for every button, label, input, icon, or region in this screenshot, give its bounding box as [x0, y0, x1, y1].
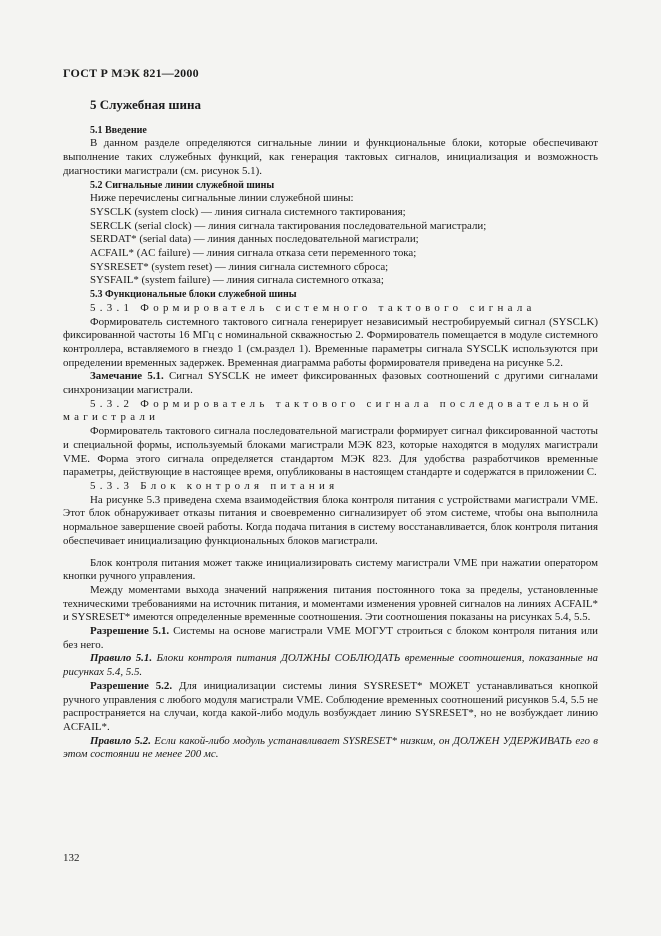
signal-line: ACFAIL* (AC failure) — линия сигнала отказа сети переменного тока;: [90, 247, 417, 260]
permission-label: Разрешение 5.2.: [90, 679, 173, 692]
heading-5-1: 5.1 Введение: [90, 124, 147, 136]
permission-text: Для инициализации системы линия SYSRESET* МОЖЕТ устанавливаться кнопкой ручного управления с любого модуля магистрали VME. Соблюдение временных соотношений рисунков 5.4, 5.5 не распространяется на случаи, когда какой-либо модуль возбуждает линию SYSRESET*, но не возбуждает линию ACFAIL*.: [63, 679, 598, 733]
permission-5-2: [63, 680, 598, 735]
permission-label: Разрешение 5.1.: [90, 625, 170, 638]
rule-5-1: [63, 652, 598, 679]
signal-line: SYSCLK (system clock) — линия сигнала системного тактирования;: [90, 205, 406, 218]
paragraph-5-1: В данном разделе определяются сигнальные линии и функциональные блоки, которые обеспечивают выполнение таких служебных функций, как генерация тактовых сигналов, инициализация и возможность диагностики магистрали (см. рисунок 5.1).: [63, 137, 598, 177]
signal-line: SYSRESET* (system reset) — линия сигнала системного сброса;: [90, 260, 389, 273]
permission-5-1: [63, 625, 598, 652]
heading-5-3: 5.3 Функциональные блоки служебной шины: [90, 289, 297, 301]
signal-lines-intro: Ниже перечислены сигнальные линии служебной шины:: [90, 192, 354, 205]
signal-line: SERCLK (serial clock) — линия сигнала тактирования последовательной магистрали;: [90, 219, 487, 232]
section-title: 5 Служебная шина: [90, 97, 202, 112]
signal-line: SERDAT* (serial data) — линия данных последовательной магистрали;: [90, 233, 419, 246]
heading-5-2: 5.2 Сигнальные линии служебной шины: [90, 179, 275, 191]
rule-text: Блоки контроля питания ДОЛЖНЫ СОБЛЮДАТЬ временные соотношения, показанные на рисунках 5.4, 5.5.: [63, 652, 598, 679]
paragraph-5-3-3c: Между моментами выхода значений напряжения питания постоянного тока за пределы, установленные техническими требованиями на источник питания, и моментами изменения уровней сигналов на линиях ACFAIL* и SYSRESET* имеются определенные временные соотношения. Эти соотношения показаны на рисунках 5.4, 5.5.: [63, 583, 598, 624]
standard-header: ГОСТ Р МЭК 821—2000: [63, 66, 199, 80]
heading-5-3-2: 5.3.2 Формирователь тактового сигнала последовательной магистрали: [63, 397, 593, 424]
rule-text: Если какой-либо модуль устанавливает SYSRESET* низким, он ДОЛЖЕН УДЕРЖИВАТЬ его в этом состоянии не менее 200 мс.: [63, 734, 598, 761]
signal-line: SYSFAIL* (system failure) — линия сигнала системного отказа;: [90, 274, 384, 287]
paragraph-gap: [63, 549, 598, 557]
note-text: Сигнал SYSCLK не имеет фиксированных фазовых соотношений с другими сигналами синхронизации магистрали.: [63, 370, 598, 397]
rule-5-2: [63, 735, 598, 762]
heading-5-3-1: 5.3.1 Формирователь системного тактового сигнала: [90, 301, 536, 314]
page-content: [63, 98, 598, 762]
page-number: 132: [63, 852, 80, 864]
paragraph-5-3-3a: На рисунке 5.3 приведена схема взаимодействия блока контроля питания с устройствами магистрали VME. Этот блок обнаруживает отказы питания и своевременно сигнализирует об этом системе, чтобы она выполнила нормальное завершение своей работы. Когда подача питания в систему восстанавливается, блок контроля питания обеспечивает инициализацию функциональных блоков магистрали.: [63, 493, 598, 547]
paragraph-5-3-1: Формирователь системного тактового сигнала генерирует независимый нестробируемый сигнал (SYSCLK) фиксированной частоты 16 МГц с номинальной скважностью 2. Формирователь помещается в модуле системного контроллера, вставляемого в гнездо 1 (см.раздел 1). Временные параметры сигнала SYSCLK используются при определении временных задержек. Временная диаграмма работы формирователя приведена на рисунке 5.2.: [63, 315, 598, 369]
permission-text: Системы на основе магистрали VME МОГУТ строиться с блоком контроля питания или без него.: [63, 625, 598, 651]
heading-5-3-3: 5.3.3 Блок контроля питания: [90, 479, 339, 492]
paragraph-5-3-3b: Блок контроля питания может также инициализировать систему магистрали VME при нажатии оператором кнопки ручного управления.: [63, 556, 598, 583]
rule-label: Правило 5.2.: [90, 734, 151, 747]
rule-label: Правило 5.1.: [90, 652, 153, 665]
note-5-1: [63, 370, 598, 397]
paragraph-5-3-2: Формирователь тактового сигнала последовательной магистрали формирует сигнал фиксированной частоты и специальной формы, используемый блоками магистрали МЭК 823, которые находятся в модулях магистрали VME. Форма этого сигнала определяется стандартом МЭК 823. Для удобства разработчиков временные параметры, действующие в настоящее время, опубликованы в настоящем стандарте и содержатся в приложении С.: [63, 425, 598, 479]
note-label: Замечание 5.1.: [90, 370, 164, 383]
